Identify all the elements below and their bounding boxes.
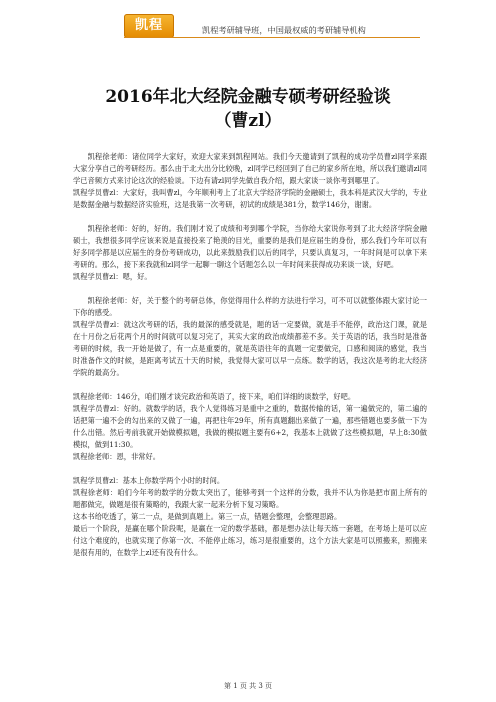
paragraph: 凯程学员曹zl：好的。就数学的话，我个人觉得练习是重中之重的，数据传输的话，第一遍做完的，第二遍的话把第一遍不会的勾出来的又做了一遍，再把往年29年，所有真题翻出来做了一遍，那些错题也要多做一下为什么出错。然后考前我就开始做模拟题，我做的模拟题主要有6+2，我基本上就做了这些模拟题，早上8:30做模拟，做到11:30。 [73, 404, 427, 449]
paragraph: 最后一个阶段，是赢在哪个阶段呢，是赢在一定的数学基础，都是想办法让每天练一套题，在考场上是可以应付这个难度的，也就实现了你第一次、不能停止练习，练习是很重要的，这个方法大家是可以照搬来，照搬来是很有用的，在数学上zl还有没有什么。 [73, 524, 427, 557]
paragraph: 凯程徐老师：恩，非常好。 [73, 452, 161, 461]
paragraph: 凯程徐老师：咱们今年考的数学的分数太突出了，能够考到一个这样的分数，我并不认为你是把市面上所有的题都做完，做题是很有策略的，我跟大家一起来分析下复习策略。 [73, 488, 427, 509]
document-body [73, 151, 427, 559]
paragraph: 凯程学员曹zl：就这次考研的话，我的最深的感受就是，题的话一定要做，就是手不能停，政治这门课，就是在十月份之后花两个月的时间就可以复习完了，其实大家的政治成绩都差不多。关于英语的话，我当时是准备考研的时候，我一开始是做了，有一点是重要的，就是英语往年的真题一定要做完，口感和阅读的感觉，我当时准备作文的时候，是距离考试五十天的时候，我觉得大家可以早一点练。数学的话，我这次是考的北大经济学院的最高分。 [73, 320, 427, 377]
paragraph: 凯程徐老师：好，关于整个的考研总体，你觉得用什么样的方法进行学习，可不可以就整体跟大家讨论一下你的感受。 [73, 296, 427, 317]
document-subtitle: （曹zl） [214, 111, 282, 131]
document-title: 2016年北大经院金融专硕考研经验谈 [105, 87, 391, 107]
header-tagline: 凯程考研辅导班，中国最权威的考研辅导机构 [202, 25, 366, 35]
paragraph: 凯程学员曹zl：嗯，好。 [73, 272, 152, 281]
paragraph: 凯程徐老师：好的，好的。我们刚才说了成绩和考到哪个学院，当你给大家说你考到了北大经济学院金融硕士，我想很多同学应该来说是直接投来了艳羡的目光，重要的是我们是应届生的身份，那么我们今年可以有好多同学都是以应届生的身份考研成功，以此来鼓励我们以后的同学，只要认真复习，一年时间是可以拿下来考研的。那么，接下来我就和zl同学一起聊一聊这个话题怎么以一年时间来获得成功来谈一谈，好吧。 [73, 224, 427, 269]
kaicheng-logo: 凯程 [124, 14, 174, 38]
paragraph: 凯程徐老师：146分，咱们刚才谈完政治和英语了，接下来，咱们详细的谈数学，好吧。 [73, 392, 356, 401]
paragraph: 这本书给吃透了，第二一点，是做到真题上。第三一点，错题会整理，会整理思路。 [73, 512, 342, 521]
paragraph: 凯程学员曹zl：基本上你数学两个小时的时间。 [73, 476, 225, 485]
header-divider [124, 37, 420, 38]
paragraph: 凯程学员曹zl：大家好，我叫曹zl，今年顺利考上了北京大学经济学院的金融硕士，我本科是武汉大学的，专业是数据金融与数据经济实验班，这是我第一次考研，初试的成绩是381分，数学146分，谢谢。 [73, 188, 427, 209]
paragraph: 凯程徐老师：诸位同学大家好，欢迎大家来到凯程网站。我们今天邀请到了凯程的成功学员曹zl同学来跟大家分享自己的考研经历。那么由于北大出分比较晚，zl同学已经回到了自己的家乡所在地，所以我们邀请zl同学已音频方式来讨论这次的经验谈。下边有请zl同学先做自我介绍，跟大家谈一谈你考到哪里了。 [73, 152, 427, 185]
page-number: 第 1 页 共 3 页 [223, 682, 273, 690]
page-header [0, 0, 496, 42]
